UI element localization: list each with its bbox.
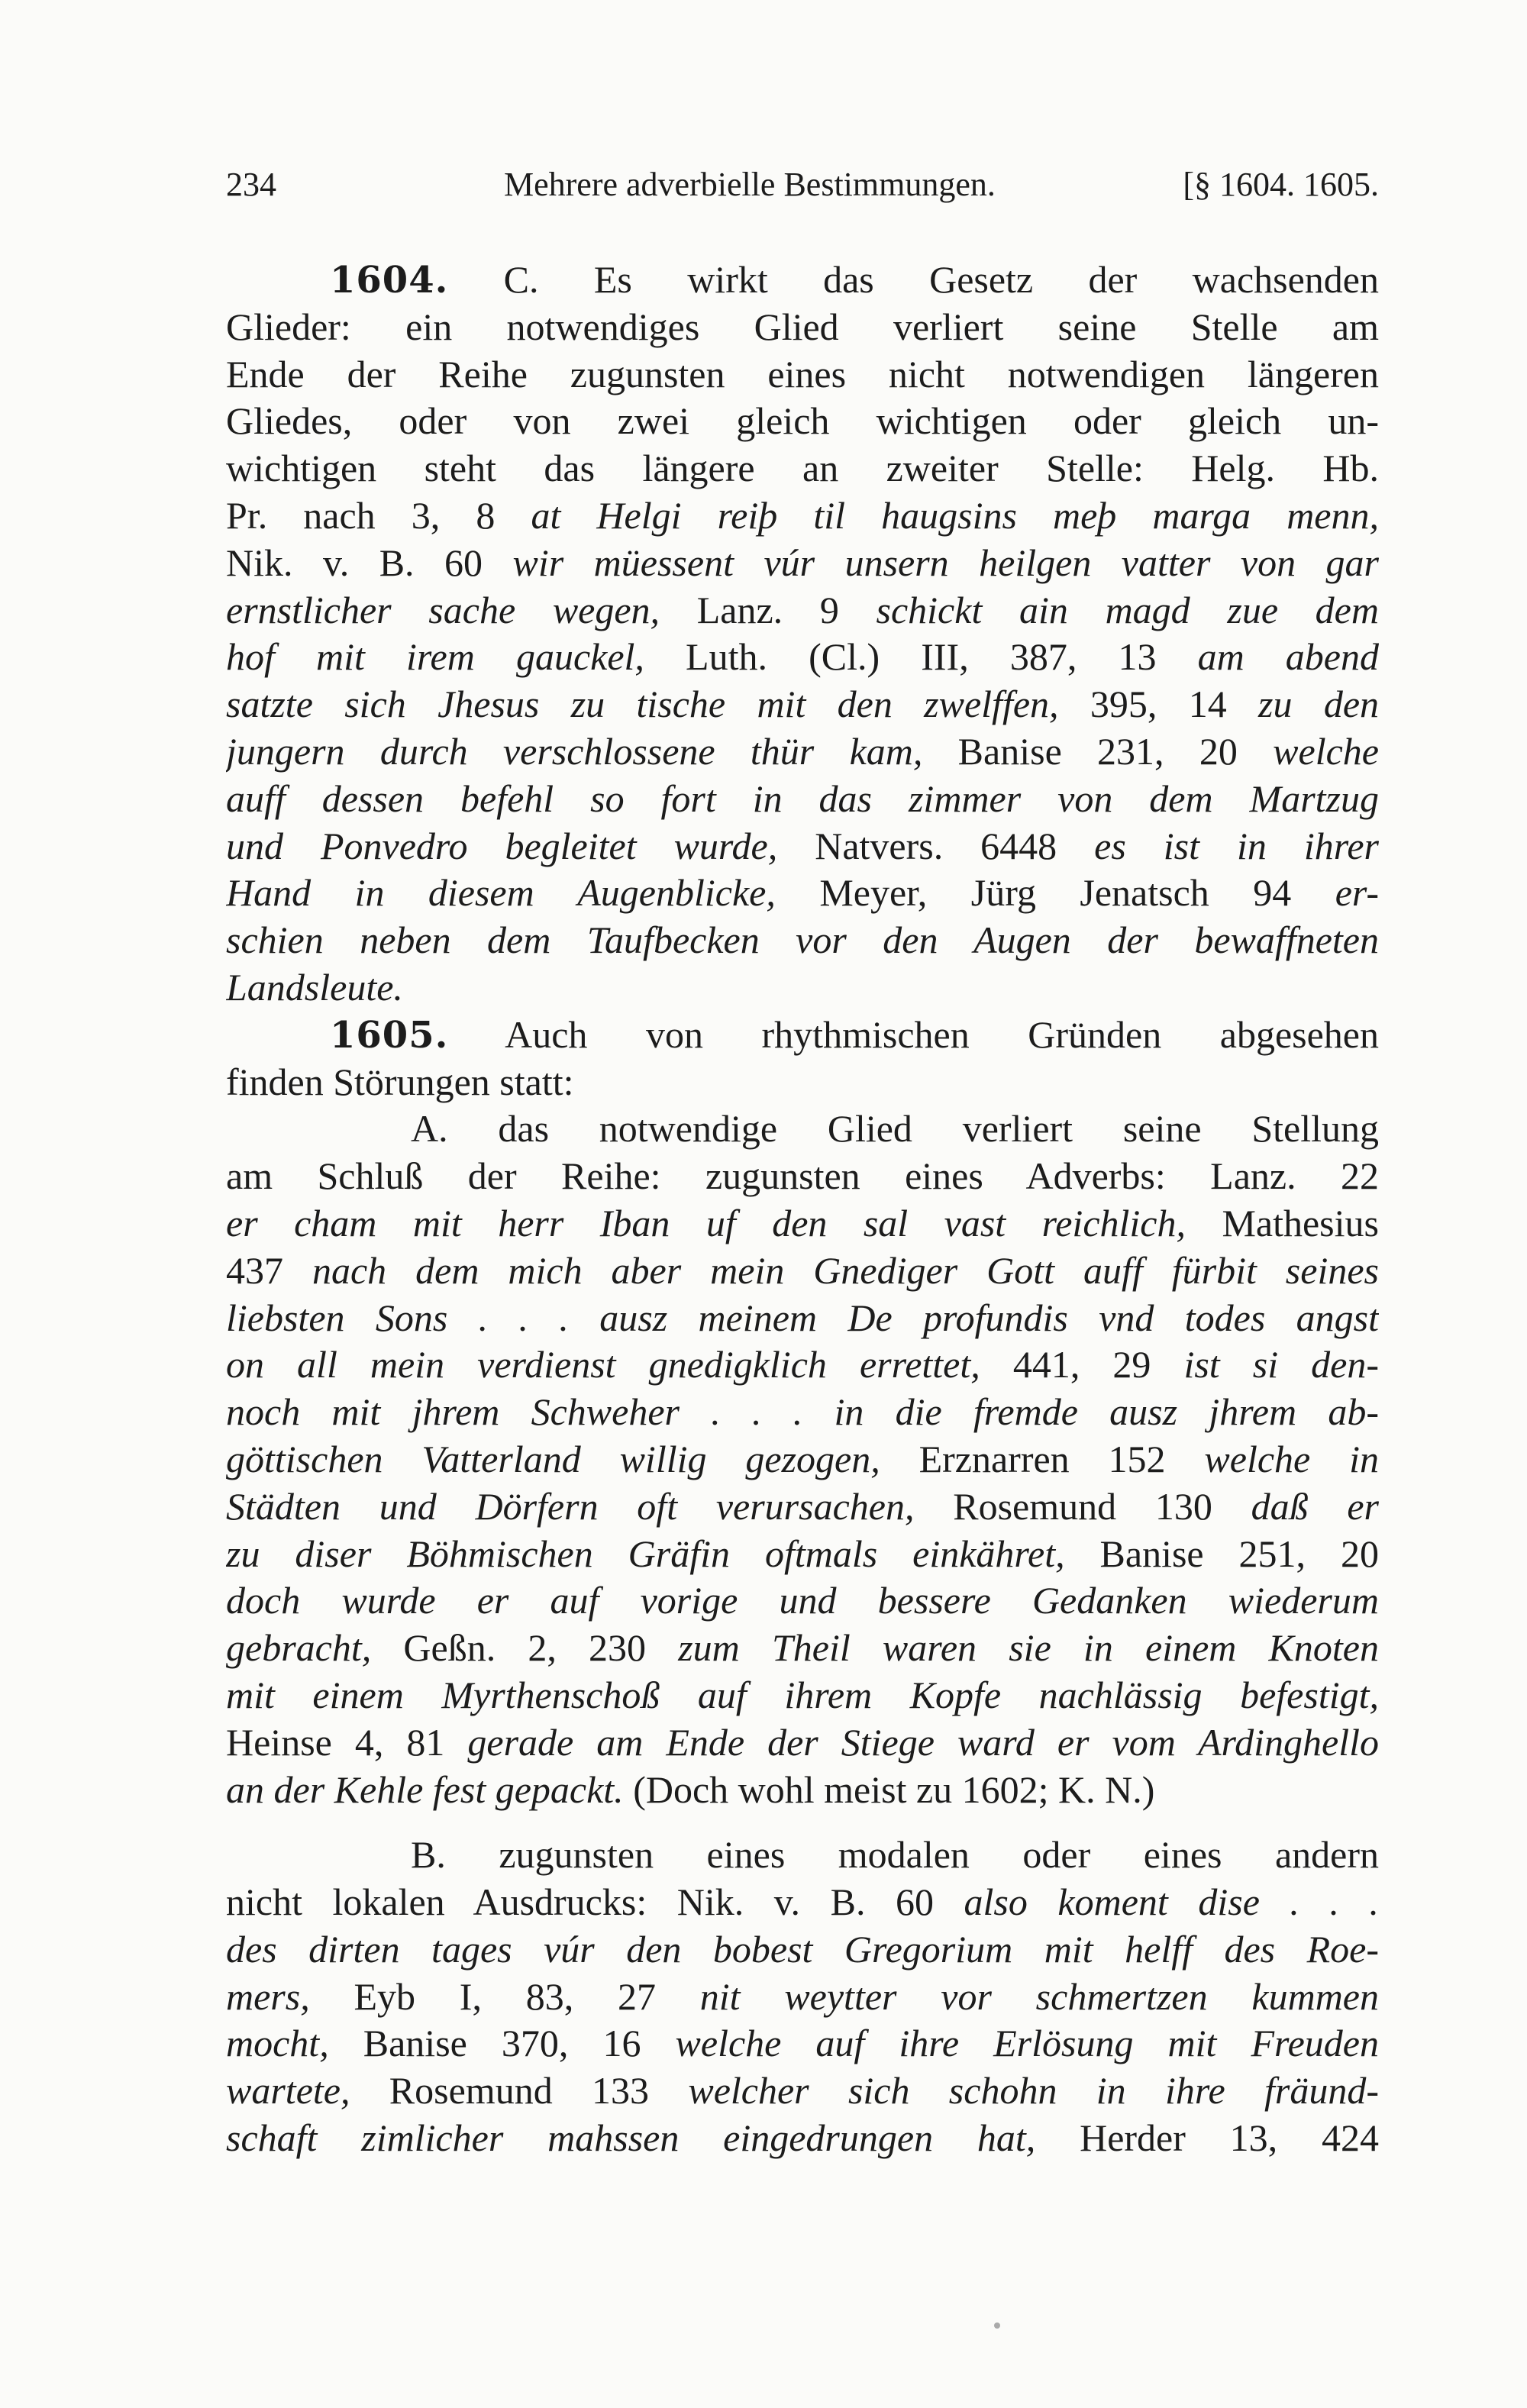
- text-run: Nik. v. B. 60: [226, 541, 513, 584]
- section-number: 1605.: [330, 1013, 449, 1057]
- text-run: Erznarren 152: [880, 1437, 1205, 1480]
- text-line: [226, 1879, 1379, 1926]
- citation-quote: zum Theil waren sie in einem Knoten: [678, 1626, 1379, 1670]
- text-run: Banise 251, 20: [1064, 1532, 1379, 1575]
- text-run: Mathesius: [1186, 1201, 1379, 1244]
- text-line: [226, 1200, 1379, 1248]
- citation-quote: mit einem Myrthenschoß auf ihrem Kopfe nachlässig befestigt,: [226, 1673, 1379, 1716]
- text-line: [226, 2067, 1379, 2115]
- citation-quote: mers,: [226, 1974, 310, 2018]
- text-line: [226, 1012, 1379, 1059]
- text-run: C. Es wirkt das Gesetz der wachsenden: [448, 258, 1379, 301]
- text-run: Pr. nach 3, 8: [226, 493, 531, 537]
- printing-speck: [994, 2322, 1000, 2329]
- page-number: 234: [226, 166, 276, 203]
- text-line: [226, 1719, 1379, 1767]
- text-line: [226, 2020, 1379, 2067]
- text-line: [226, 445, 1379, 492]
- text-run: Heinse 4, 81: [226, 1720, 468, 1764]
- text-run: Meyer, Jürg Jenatsch 94: [775, 871, 1335, 915]
- text-line: [226, 1577, 1379, 1625]
- citation-quote: zu diser Böhmischen Gräfin oftmals einkähret,: [226, 1532, 1065, 1575]
- citation-quote: an der Kehle fest gepackt.: [226, 1767, 624, 1811]
- citation-quote: wartete,: [226, 2069, 350, 2113]
- citation-quote: schaft zimlicher mahssen eingedrungen hat,: [226, 2116, 1036, 2160]
- text-run: A. das notwendige Glied verliert seine Stellung: [411, 1107, 1379, 1151]
- text-line: [226, 540, 1379, 587]
- text-run: Eyb I, 83, 27: [309, 1974, 700, 2018]
- text-run: 441, 29: [980, 1343, 1184, 1386]
- citation-quote: er cham mit herr Iban uf den sal vast reichlich,: [226, 1201, 1186, 1244]
- text-run: Glieder: ein notwendiges Glied verliert seine Stelle am: [226, 305, 1379, 348]
- citation-quote: jungern durch verschlossene thür kam,: [226, 729, 923, 773]
- text-run: Ende der Reihe zugunsten eines nicht notwendigen längeren: [226, 352, 1379, 395]
- text-run: am Schluß der Reihe: zugunsten eines Adverbs: Lanz. 22: [226, 1154, 1379, 1198]
- text-run: Natvers. 6448: [777, 824, 1095, 867]
- citation-quote: satzte sich Jhesus zu tische mit den zwelffen,: [226, 683, 1059, 726]
- text-line: [226, 1341, 1379, 1389]
- citation-quote: nach dem mich aber mein Gnediger Gott auff fürbit seines: [312, 1248, 1379, 1292]
- citation-quote: auff dessen befehl so fort in das zimmer von dem Martzug: [226, 776, 1379, 820]
- text-run: Lanz. 9: [660, 588, 876, 631]
- citation-quote: nit weytter vor schmertzen kummen: [699, 1974, 1379, 2018]
- text-line: [226, 1106, 1379, 1153]
- text-run: Luth. (Cl.) III, 387, 13: [644, 635, 1198, 679]
- citation-quote: hof mit irem gauckel,: [226, 635, 644, 679]
- text-line: [226, 398, 1379, 445]
- text-line: [226, 257, 1379, 304]
- text-line: [226, 1672, 1379, 1719]
- text-run: nicht lokalen Ausdrucks: Nik. v. B. 60: [226, 1880, 964, 1924]
- citation-quote: welche: [1273, 729, 1379, 773]
- citation-quote: gerade am Ende der Stiege ward er vom Ardinghello: [467, 1720, 1379, 1764]
- citation-quote: mocht,: [226, 2022, 329, 2065]
- section-range: [§ 1604. 1605.: [1183, 166, 1379, 203]
- text-run: B. zugunsten eines modalen oder eines andern: [411, 1833, 1379, 1877]
- citation-quote: göttischen Vatterland willig gezogen,: [226, 1437, 880, 1480]
- citation-quote: welche in: [1204, 1437, 1379, 1480]
- text-line: [226, 2115, 1379, 2162]
- text-line: [226, 1389, 1379, 1436]
- text-run: Banise 370, 16: [328, 2022, 676, 2065]
- page-header: [226, 162, 1379, 208]
- text-line: [226, 304, 1379, 351]
- citation-quote: Städten und Dörfern oft verursachen,: [226, 1484, 915, 1528]
- text-line: [226, 1926, 1379, 1974]
- text-line: [226, 728, 1379, 776]
- citation-quote: und Ponvedro begleitet wurde,: [226, 824, 778, 867]
- text-run: Rosemund 130: [914, 1484, 1251, 1528]
- text-line: [226, 823, 1379, 870]
- citation-quote: at Helgi reiþ til haugsins meþ marga menn,: [531, 493, 1379, 537]
- citation-quote: noch mit jhrem Schweher . . . in die fremde ausz jhrem ab-: [226, 1390, 1379, 1434]
- citation-quote: Landsleute.: [226, 965, 403, 1009]
- citation-quote: liebsten Sons . . . ausz meinem De profundis vnd todes angst: [226, 1296, 1379, 1339]
- text-line: [226, 1059, 1379, 1106]
- text-line: [226, 1625, 1379, 1672]
- text-line: [226, 1767, 1379, 1814]
- text-line: [226, 1832, 1379, 1879]
- text-run: 437: [226, 1248, 312, 1292]
- citation-quote: zu den: [1258, 683, 1379, 726]
- text-line: [226, 634, 1379, 681]
- text-line: [226, 964, 1379, 1012]
- text-line: [226, 492, 1379, 540]
- citation-quote: ist si den-: [1183, 1343, 1379, 1386]
- citation-quote: ernstlicher sache wegen,: [226, 588, 660, 631]
- text-run: Rosemund 133: [350, 2069, 689, 2113]
- text-run: Banise 231, 20: [922, 729, 1274, 773]
- section-number: 1604.: [330, 259, 449, 302]
- text-line: [226, 1248, 1379, 1295]
- text-line: [226, 776, 1379, 823]
- citation-quote: doch wurde er auf vorige und bessere Gedanken wiederum: [226, 1579, 1379, 1622]
- text-line: [226, 1436, 1379, 1483]
- text-line: [226, 681, 1379, 728]
- text-line: [226, 1974, 1379, 2021]
- text-line: [226, 1153, 1379, 1200]
- text-line: [226, 1483, 1379, 1531]
- text-line: [226, 870, 1379, 917]
- running-title: Mehrere adverbielle Bestimmungen.: [504, 166, 996, 203]
- text-line: [226, 1295, 1379, 1342]
- text-run: Herder 13, 424: [1035, 2116, 1379, 2160]
- citation-quote: on all mein verdienst gnedigklich errettet,: [226, 1343, 980, 1386]
- citation-quote: es ist in ihrer: [1094, 824, 1379, 867]
- citation-quote: am abend: [1197, 635, 1379, 679]
- citation-quote: wir müessent vúr unsern heilgen vatter von gar: [512, 541, 1379, 584]
- citation-quote: welche auf ihre Erlösung mit Freuden: [675, 2022, 1379, 2065]
- citation-quote: gebracht,: [226, 1626, 372, 1670]
- citation-quote: welcher sich schohn in ihre fräund-: [688, 2069, 1379, 2113]
- citation-quote: also koment dise . . .: [964, 1880, 1379, 1924]
- text-run: (Doch wohl meist zu 1602; K. N.): [623, 1767, 1155, 1811]
- text-run: wichtigen steht das längere an zweiter Stelle: Helg. Hb.: [226, 447, 1379, 490]
- citation-quote: daß er: [1251, 1484, 1379, 1528]
- text-line: [226, 1531, 1379, 1578]
- body-text: [226, 257, 1379, 2162]
- text-run: 395, 14: [1058, 683, 1259, 726]
- citation-quote: des dirten tages vúr den bobest Gregorium mit helff des Roe-: [226, 1927, 1379, 1971]
- citation-quote: schien neben dem Taufbecken vor den Augen der bewaffneten: [226, 918, 1379, 962]
- text-run: finden Störungen statt:: [226, 1060, 574, 1103]
- citation-quote: schickt ain magd zue dem: [876, 588, 1379, 631]
- text-line: [226, 917, 1379, 964]
- text-line: [226, 587, 1379, 634]
- text-run: Auch von rhythmischen Gründen abgesehen: [448, 1012, 1379, 1056]
- text-run: Gliedes, oder von zwei gleich wichtigen oder gleich un-: [226, 399, 1379, 443]
- citation-quote: er-: [1335, 871, 1379, 915]
- text-run: Geßn. 2, 230: [371, 1626, 679, 1670]
- citation-quote: Hand in diesem Augenblicke,: [226, 871, 776, 915]
- text-line: [226, 351, 1379, 399]
